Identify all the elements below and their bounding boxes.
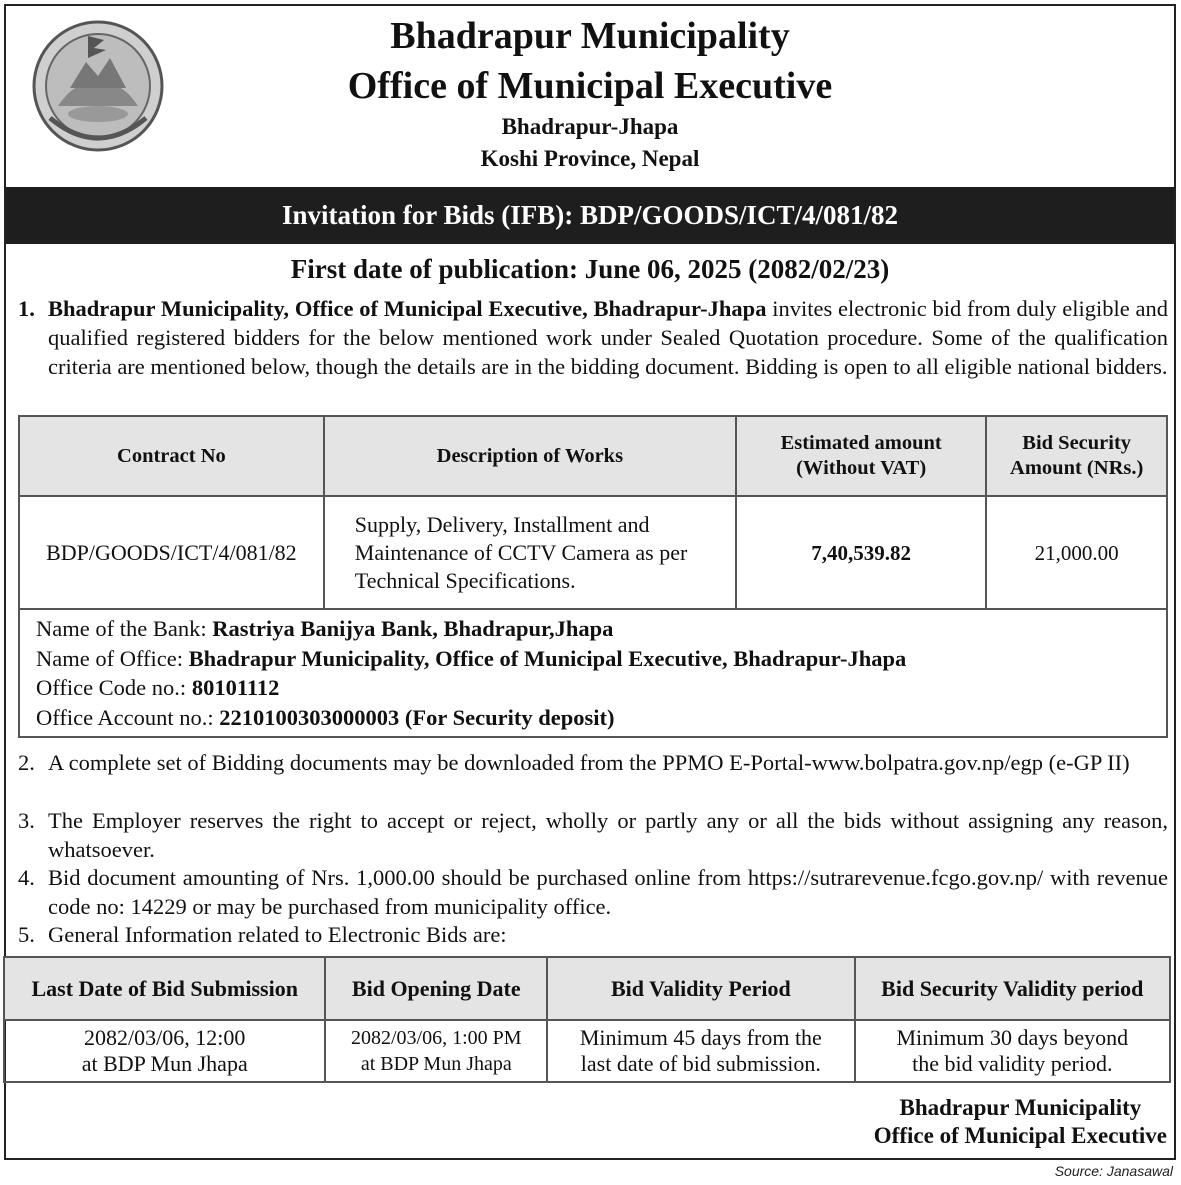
publication-date: First date of publication: June 06, 2025 (2082/02/23) [290, 254, 890, 284]
header-line: Bid Security [1022, 432, 1132, 454]
bank-value: Rastriya Banijya Bank, Bhadrapur,Jhapa [212, 616, 614, 641]
signature-line2: Office of Municipal Executive [873, 1123, 1167, 1148]
paragraph-text: General Information related to Electronic Bids are: [48, 922, 507, 947]
office-value: Bhadrapur Municipality, Office of Municipal Executive, Bhadrapur-Jhapa [188, 645, 907, 671]
paragraph-5 [18, 920, 1168, 949]
paragraph-bold-text: Bhadrapur Municipality, Office of Municipal Executive, Bhadrapur-Jhapa [48, 296, 767, 321]
location-line2: Koshi Province, Nepal [480, 146, 700, 171]
cell-security-amount: 21,000.00 [986, 496, 1167, 609]
table-header-row [4, 957, 1170, 1020]
header-line: Amount (NRs.) [1010, 457, 1144, 479]
paragraph-4 [18, 863, 1168, 921]
paragraph-text [48, 294, 1168, 381]
cell-contract-no: BDP/GOODS/ICT/4/081/82 [19, 496, 324, 609]
location-line1: Bhadrapur-Jhapa [501, 114, 679, 139]
cell-line: 2082/03/06, 12:00 [84, 1025, 246, 1050]
cell-line: the bid validity period. [912, 1051, 1113, 1076]
header-last-date: Last Date of Bid Submission [4, 957, 325, 1020]
paragraph-number: 3. [18, 808, 35, 833]
header-line: (Without VAT) [796, 457, 927, 479]
table-row [4, 1020, 1170, 1082]
account-label: Office Account no.: [36, 704, 220, 730]
cell-line: Minimum 30 days beyond [896, 1025, 1129, 1050]
cell-line: 2082/03/06, 1:00 PM [350, 1027, 522, 1049]
paragraph-number: 1. [18, 296, 35, 321]
bank-name-line [36, 614, 1166, 644]
cell-line: at BDP Mun Jhapa [81, 1051, 248, 1076]
header-security-validity: Bid Security Validity period [855, 957, 1170, 1020]
paragraph-2 [18, 748, 1168, 777]
table-header-row [19, 416, 1167, 496]
source-credit: Source: Janasawal [1054, 1163, 1173, 1179]
paragraph-number: 4. [18, 865, 35, 890]
account-value: 2210100303000003 (For Security deposit) [219, 704, 615, 730]
header-contract-no: Contract No [19, 416, 324, 496]
header-line: Estimated amount [780, 432, 942, 454]
cell-last-date [4, 1020, 325, 1082]
cell-line: at BDP Mun Jhapa [360, 1053, 512, 1075]
bid-info-table [3, 956, 1171, 1083]
cell-line: last date of bid submission. [580, 1051, 821, 1076]
cell-description: Supply, Delivery, Installment and Maintenance of CCTV Camera as per Technical Specifications. [324, 496, 736, 609]
paragraph-number: 2. [18, 750, 35, 775]
signature-line1: Bhadrapur Municipality [899, 1095, 1142, 1120]
cell-estimated-amount: 7,40,539.82 [736, 496, 986, 609]
table-row [19, 496, 1167, 609]
paragraph-1 [18, 294, 1168, 381]
header-description: Description of Works [324, 416, 736, 496]
municipality-title: Bhadrapur Municipality [390, 15, 790, 57]
office-label: Name of Office: [36, 645, 189, 671]
header-validity-period: Bid Validity Period [547, 957, 854, 1020]
paragraph-text: The Employer reserves the right to accept or reject, wholly or partly any or all the bids without assigning any reason, whatsoever. [48, 808, 1168, 862]
office-code-line [36, 673, 1166, 703]
bank-label: Name of the Bank: [36, 616, 213, 641]
paragraph-text: A complete set of Bidding documents may be downloaded from the PPMO E-Portal-www.bolpatra.gov.np/egp (e-GP II) [48, 750, 1130, 775]
paragraph-3 [18, 806, 1168, 864]
cell-line: Minimum 45 days from the [579, 1025, 822, 1050]
account-line [36, 703, 1166, 733]
paragraph-rest-text: invites electronic bid from duly eligible and qualified registered bidders for the below mentioned work under Sealed Quotation procedure. Some of the qualification criteria are mentioned below, though the details are in the bidding document. Bidding is open to all eligible national bidders. [48, 296, 1168, 379]
code-label: Office Code no.: [36, 675, 192, 700]
office-name-line [36, 644, 1166, 674]
paragraph-text: Bid document amounting of Nrs. 1,000.00 should be purchased online from https://sutrarevenue.fcgo.gov.np/ with revenue code no: 14229 or may be purchased from municipality office. [48, 865, 1168, 919]
code-value: 80101112 [191, 675, 280, 700]
signature-block [874, 1094, 1167, 1150]
ifb-banner: Invitation for Bids (IFB): BDP/GOODS/ICT/4/081/82 [6, 187, 1174, 244]
contract-table [18, 415, 1168, 610]
cell-security-validity [855, 1020, 1170, 1082]
bank-info-box [18, 608, 1168, 738]
paragraph-number: 5. [18, 922, 35, 947]
cell-validity-period [547, 1020, 854, 1082]
cell-opening-date [325, 1020, 547, 1082]
header-estimated-amount [736, 416, 986, 496]
office-title: Office of Municipal Executive [347, 65, 833, 107]
notice-header [6, 6, 1174, 187]
header-bid-security [986, 416, 1167, 496]
header-opening-date: Bid Opening Date [325, 957, 547, 1020]
